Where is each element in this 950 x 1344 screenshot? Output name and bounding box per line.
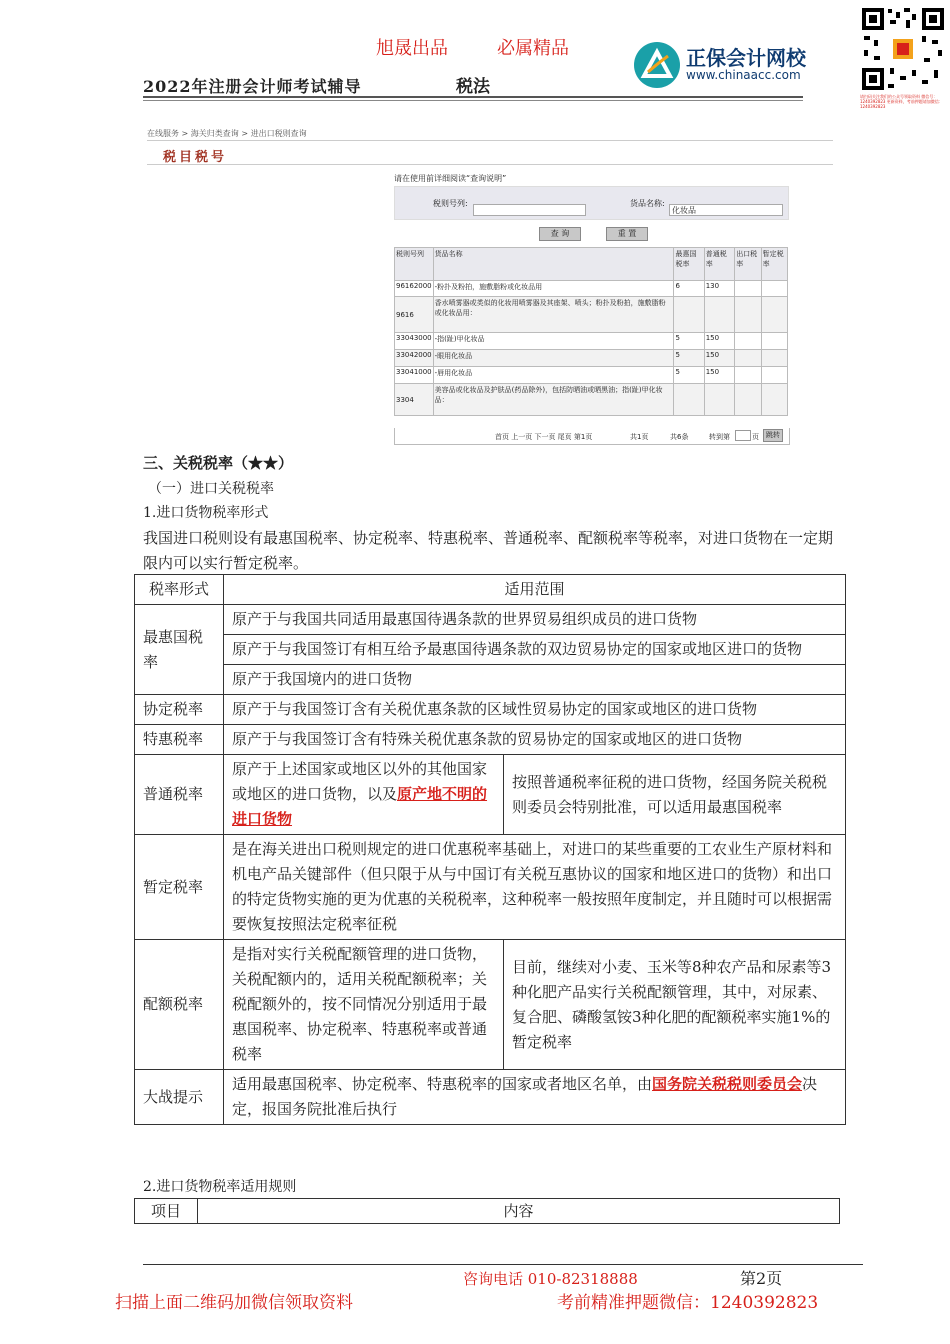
cell-name: 香水喷雾器或类似的化妆用喷雾器及其座架、喷头；粉扑及粉拍，施敷脂粉或化妆品用： <box>433 297 674 333</box>
breadcrumb: 在线服务 > 海关归类查询 > 进出口税则查询 <box>147 129 307 138</box>
qr-note: 请扫码关注我们的公众号领取资料 微信号：1240392823 更新资料，考前押题请加微信：1240392823 <box>860 94 943 109</box>
table-row <box>135 755 846 835</box>
cell-mfn: 5 <box>674 333 704 350</box>
table-row <box>395 333 788 350</box>
col-code: 税则号列 <box>395 248 434 281</box>
qr-code-icon <box>860 6 946 92</box>
item-heading: 1.进口货物税率形式 <box>143 505 269 521</box>
table-row <box>135 940 846 1070</box>
agreement-text: 原产于与我国签订含有关税优惠条款的区域性贸易协定的国家或地区的进口货物 <box>224 695 846 725</box>
cell-code: 9616 <box>395 297 434 333</box>
table-row <box>395 384 788 416</box>
rules-table <box>134 1198 840 1224</box>
cell-name: -指(趾)甲化妆品 <box>433 333 674 350</box>
table-row <box>135 1070 846 1125</box>
cell-name: -眼用化妆品 <box>433 350 674 367</box>
tip-text-plain: 适用最惠国税率、协定税率、特惠税率的国家或者地区名单，由 <box>232 1075 653 1093</box>
cell-export <box>735 281 761 297</box>
rate-form-table <box>134 574 846 1125</box>
tip-text <box>224 1070 846 1125</box>
rules-col-content: 内容 <box>198 1199 840 1224</box>
cell-export <box>735 350 761 367</box>
cell-mfn <box>674 297 704 333</box>
table-header-row <box>135 575 846 605</box>
cell-general: 150 <box>704 367 734 384</box>
slogan-right: 必属精品 <box>497 38 569 59</box>
cell-mfn: 6 <box>674 281 704 297</box>
table-row <box>135 635 846 665</box>
table-row <box>135 725 846 755</box>
quota-label: 配额税率 <box>135 940 224 1070</box>
section-title: 税目税号 <box>163 150 228 165</box>
general-label: 普通税率 <box>135 755 224 835</box>
table-header-row <box>135 1199 840 1224</box>
col-name: 货品名称 <box>433 248 674 281</box>
table-row <box>395 281 788 297</box>
header-divider-thin <box>143 100 803 101</box>
pager-nav[interactable]: 首页 上一页 下一页 尾页 第1页 <box>495 433 593 441</box>
mfn-label: 最惠国税率 <box>135 605 224 695</box>
col-export: 出口税率 <box>735 248 761 281</box>
cell-export <box>735 297 761 333</box>
subject-title: 税法 <box>456 77 490 97</box>
query-button[interactable]: 查 询 <box>539 227 581 241</box>
pager-total-items: 共6条 <box>670 433 689 441</box>
preferential-text: 原产于与我国签订含有特殊关税优惠条款的贸易协定的国家或地区的进口货物 <box>224 725 846 755</box>
breadcrumb-divider <box>147 140 833 141</box>
code-label: 税则号列: <box>433 199 468 208</box>
brand-logo-icon <box>634 42 680 88</box>
mfn-row: 原产于我国境内的进口货物 <box>224 665 846 695</box>
cell-name: -粉扑及粉拍，施敷脂粉或化妆品用 <box>433 281 674 297</box>
tariff-result-table <box>394 247 788 416</box>
pagination <box>394 428 790 445</box>
cell-export <box>735 384 761 416</box>
slogan-left: 旭晟出品 <box>376 38 448 59</box>
cell-code: 33042000 <box>395 350 434 367</box>
cell-temp <box>761 367 787 384</box>
query-notice: 请在使用前详细阅读“查询说明” <box>394 174 507 183</box>
header-form: 税率形式 <box>135 575 224 605</box>
col-general: 普通税率 <box>704 248 734 281</box>
general-text-a-highlight: 原产地不明的进口货物 <box>232 785 488 828</box>
tip-label: 大战提示 <box>135 1070 224 1125</box>
tip-text-end: 决定，报国务院批准后执行 <box>232 1075 818 1118</box>
header-scope: 适用范围 <box>224 575 846 605</box>
cell-general <box>704 297 734 333</box>
rules-heading: 2.进口货物税率适用规则 <box>143 1179 297 1195</box>
col-mfn: 最惠国税率 <box>674 248 704 281</box>
footer-phone: 咨询电话 010-82318888 <box>463 1270 638 1288</box>
table-row <box>135 605 846 635</box>
table-row <box>135 665 846 695</box>
cell-temp <box>761 333 787 350</box>
cell-general: 150 <box>704 333 734 350</box>
quota-text-a: 是指对实行关税配额管理的进口货物，关税配额内的，适用关税配额税率；关税配额外的，按不同情况分别适用于最惠国税率、协定税率、特惠税率或普通税率 <box>224 940 504 1070</box>
general-text-a <box>224 755 504 835</box>
col-temp: 暂定税率 <box>761 248 787 281</box>
page-number-input[interactable] <box>735 430 751 441</box>
cell-name: 美容品或化妆品及护肤品(药品除外)，包括防晒油或晒黑油；指(趾)甲化妆品： <box>433 384 674 416</box>
preferential-label: 特惠税率 <box>135 725 224 755</box>
table-row <box>135 835 846 940</box>
cell-mfn <box>674 384 704 416</box>
table-row <box>395 350 788 367</box>
footer-right-text: 考前精准押题微信：1240392823 <box>557 1293 819 1313</box>
mfn-row: 原产于与我国签订有相互给予最惠国待遇条款的双边贸易协定的国家或地区进口的货物 <box>224 635 846 665</box>
cell-temp <box>761 297 787 333</box>
subheading: （一）进口关税税率 <box>148 481 274 497</box>
mfn-row: 原产于与我国共同适用最惠国待遇条款的世界贸易组织成员的进口货物 <box>224 605 846 635</box>
cell-code: 33043000 <box>395 333 434 350</box>
cell-code: 96162000 <box>395 281 434 297</box>
search-form <box>394 186 789 220</box>
tip-text-highlight: 国务院关税税则委员会 <box>652 1075 803 1093</box>
general-text-b: 按照普通税率征税的进口货物，经国务院关税税则委员会特别批准，可以适用最惠国税率 <box>504 755 846 835</box>
quota-text-b: 目前，继续对小麦、玉米等8种农产品和尿素等3种化肥产品实行关税配额管理，其中，对尿素、复合肥、磷酸氢铵3种化肥的配额税率实施1%的暂定税率 <box>504 940 846 1070</box>
pager-suffix: 页 <box>752 433 759 441</box>
table-row <box>135 695 846 725</box>
cell-code: 3304 <box>395 384 434 416</box>
goods-name-input[interactable]: 化妆品 <box>669 204 783 216</box>
header-divider <box>143 96 803 98</box>
general-text-a-plain: 原产于上述国家或地区以外的其他国家或地区的进口货物，以及 <box>232 760 488 803</box>
agreement-label: 协定税率 <box>135 695 224 725</box>
table-row <box>395 297 788 333</box>
tariff-code-input[interactable] <box>473 204 586 216</box>
page-number: 第2页 <box>740 1269 783 1288</box>
cell-export <box>735 333 761 350</box>
name-label: 货品名称: <box>630 199 665 208</box>
cell-general: 150 <box>704 350 734 367</box>
cell-general <box>704 384 734 416</box>
table-row <box>395 367 788 384</box>
rules-col-item: 项目 <box>135 1199 198 1224</box>
document-title: 2022年注册会计师考试辅导 <box>143 77 362 96</box>
cell-mfn: 5 <box>674 367 704 384</box>
cell-export <box>735 367 761 384</box>
cell-temp <box>761 281 787 297</box>
cell-general: 130 <box>704 281 734 297</box>
brand-name: 正保会计网校 <box>686 46 806 70</box>
cell-name: -唇用化妆品 <box>433 367 674 384</box>
reset-button[interactable]: 重 置 <box>606 227 648 241</box>
section-title-divider <box>147 164 833 165</box>
footer-divider <box>143 1264 863 1265</box>
cell-code: 33041000 <box>395 367 434 384</box>
cell-temp <box>761 350 787 367</box>
temporary-label: 暂定税率 <box>135 835 224 940</box>
section-heading: 三、关税税率（★★） <box>143 454 294 472</box>
intro-paragraph: 我国进口税则设有最惠国税率、协定税率、特惠税率、普通税率、配额税率等税率，对进口货物在一定期限内可以实行暂定税率。 <box>143 529 834 572</box>
cell-mfn: 5 <box>674 350 704 367</box>
temporary-text: 是在海关进出口税则规定的进口优惠税率基础上，对进口的某些重要的工农业生产原材料和机电产品关键部件（但只限于从与中国订有关税互惠协议的国家和地区进口的货物）和出口的特定货物实施的更为优惠的关税税率，这种税率一般按照年度制定，并且随时可以根据需要恢复按照法定税率征税 <box>224 835 846 940</box>
pager-goto-label: 转到第 <box>709 433 730 441</box>
table-header-row <box>395 248 788 281</box>
cell-temp <box>761 384 787 416</box>
footer-left-text: 扫描上面二维码加微信领取资料 <box>115 1293 353 1313</box>
pager-total-pages: 共1页 <box>630 433 649 441</box>
brand-url: www.chinaacc.com <box>686 68 801 82</box>
jump-button[interactable]: 跳转 <box>763 429 783 442</box>
